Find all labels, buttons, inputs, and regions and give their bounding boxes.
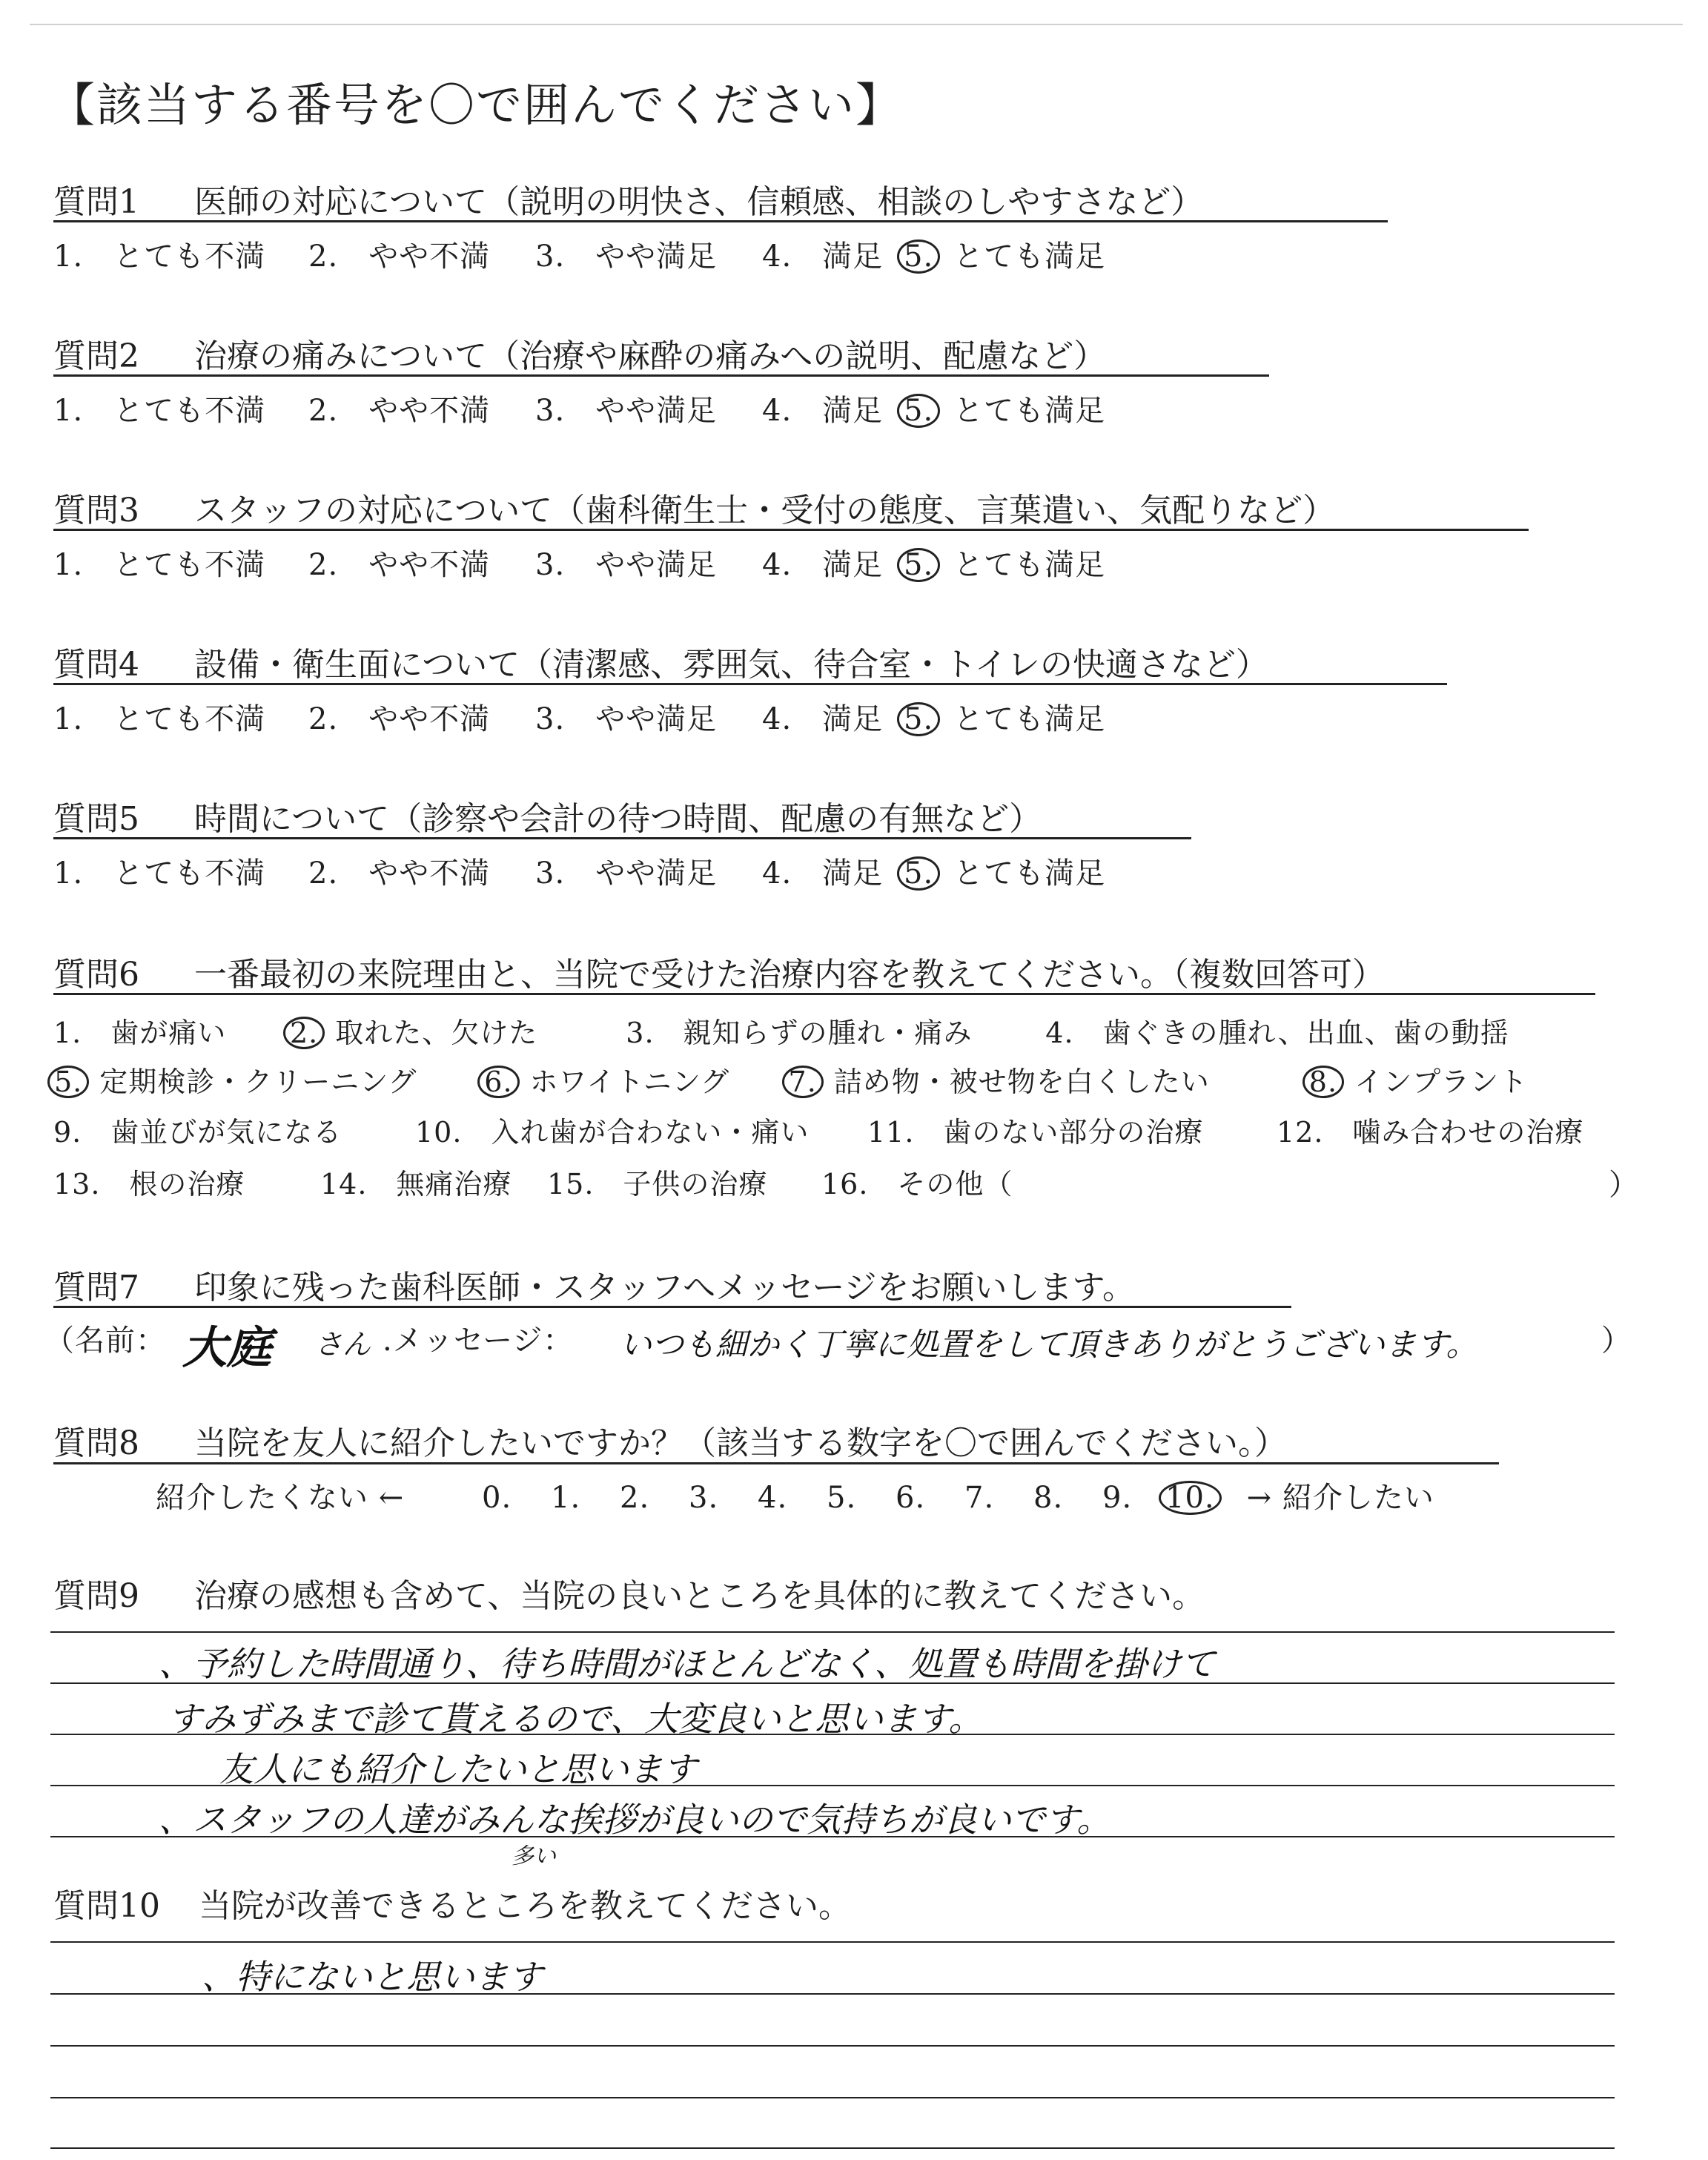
q8-option-1[interactable]: 1.	[551, 1481, 581, 1515]
q6-option-1[interactable]: 1. 歯が痛い	[53, 1017, 227, 1049]
q6-option-5-circled[interactable]: 5.	[47, 1066, 89, 1098]
option-4[interactable]: 4. 満足	[762, 702, 884, 736]
question-number: 質問1	[53, 183, 139, 221]
question-number: 質問6	[53, 956, 139, 994]
answer-line	[50, 2147, 1615, 2149]
q6-option-7-label: 詰め物・被せ物を白くしたい	[833, 1066, 1210, 1098]
q8-scale	[156, 1474, 1434, 1516]
q9-answer-line-3[interactable]: 友人にも紹介したいと思います	[219, 1749, 697, 1789]
q7-name-label: （名前：	[44, 1324, 166, 1358]
rating-options-q5	[53, 850, 1105, 892]
question-2	[53, 329, 1106, 377]
q6-option-5-label: 定期検診・クリーニング	[99, 1066, 417, 1098]
question-underline	[53, 1462, 1499, 1464]
q8-high-label: → 紹介したい	[1246, 1481, 1434, 1515]
option-2[interactable]: 2. やや不満	[308, 394, 491, 428]
q9-answer-line-2[interactable]: すみずみまで診て貰えるので、大変良いと思います。	[168, 1699, 983, 1739]
question-underline	[53, 374, 1269, 377]
option-3[interactable]: 3. やや満足	[535, 702, 718, 736]
question-underline	[53, 529, 1529, 531]
question-3	[53, 483, 1335, 531]
q9-insert-note: 多い	[512, 1843, 556, 1869]
question-text: 当院が改善できるところを教えてください。	[199, 1887, 851, 1925]
option-4[interactable]: 4. 満足	[762, 394, 884, 428]
question-text: 一番最初の来院理由と、当院で受けた治療内容を教えてください。（複数回答可）	[194, 956, 1385, 994]
option-3[interactable]: 3. やや満足	[535, 394, 718, 428]
question-4	[53, 638, 1268, 685]
question-number: 質問2	[53, 337, 139, 375]
q8-option-2[interactable]: 2.	[620, 1481, 650, 1515]
option-1[interactable]: 1. とても不満	[53, 394, 266, 428]
q6-option-12[interactable]: 12. 噛み合わせの治療	[1277, 1116, 1584, 1149]
option-1[interactable]: 1. とても不満	[53, 240, 266, 274]
q7-name-value[interactable]: 大庭	[182, 1322, 271, 1374]
answer-line	[50, 1941, 1615, 1943]
q9-answer-line-4[interactable]: 、スタッフの人達がみんな挨拶が良いので気持ちが良いです。	[159, 1800, 1111, 1840]
q7-honorific: さん	[314, 1328, 371, 1361]
rating-options-q3	[53, 541, 1105, 584]
q6-option-6-label: ホワイトニング	[529, 1066, 730, 1098]
question-number: 質問10	[53, 1887, 160, 1925]
question-number: 質問8	[53, 1424, 139, 1462]
question-10	[53, 1879, 851, 1926]
q6-option-16[interactable]: 16. その他（	[821, 1168, 1013, 1200]
answer-line	[50, 1631, 1615, 1633]
question-underline	[53, 993, 1595, 995]
q8-option-8[interactable]: 8.	[1033, 1481, 1064, 1515]
q7-close-paren: ）	[1601, 1324, 1631, 1358]
q8-option-0[interactable]: 0.	[482, 1481, 512, 1515]
option-1[interactable]: 1. とても不満	[53, 702, 266, 736]
option-2[interactable]: 2. やや不満	[308, 856, 491, 891]
option-4[interactable]: 4. 満足	[762, 856, 884, 891]
question-underline	[53, 837, 1191, 839]
q6-option-6-circled[interactable]: 6.	[477, 1066, 519, 1098]
q6-options-row-4	[53, 1161, 1013, 1202]
q6-option-10[interactable]: 10. 入れ歯が合わない・痛い	[415, 1116, 810, 1149]
q6-option-4[interactable]: 4. 歯ぐきの腫れ、出血、歯の動揺	[1045, 1017, 1509, 1049]
answer-line	[50, 2097, 1615, 2098]
q8-option-6[interactable]: 6.	[896, 1481, 926, 1515]
q6-option-7-circled[interactable]: 7.	[782, 1066, 824, 1098]
question-text: 医師の対応について（説明の明快さ、信頼感、相談のしやすさなど）	[194, 183, 1204, 221]
option-4[interactable]: 4. 満足	[762, 240, 884, 274]
question-underline	[53, 683, 1447, 685]
option-2[interactable]: 2. やや不満	[308, 702, 491, 736]
q6-option-13[interactable]: 13. 根の治療	[53, 1168, 245, 1200]
question-number: 質問3	[53, 492, 139, 529]
question-6	[53, 948, 1385, 995]
q6-option-2-label: 取れた、欠けた	[335, 1017, 538, 1049]
question-text: 当院を友人に紹介したいですか？（該当する数字を〇で囲んでください。）	[194, 1424, 1287, 1462]
option-3[interactable]: 3. やや満足	[535, 240, 718, 274]
question-text: 印象に残った歯科医師・スタッフへメッセージをお願いします。	[194, 1269, 1135, 1307]
q8-option-5[interactable]: 5.	[827, 1481, 857, 1515]
question-1	[53, 175, 1203, 222]
option-3[interactable]: 3. やや満足	[535, 856, 718, 891]
option-5-circled[interactable]: 5.	[897, 856, 940, 891]
q6-option-9[interactable]: 9. 歯並びが気になる	[53, 1116, 342, 1149]
option-4[interactable]: 4. 満足	[762, 548, 884, 582]
q6-option-2-circled[interactable]: 2.	[283, 1017, 325, 1049]
q8-option-7[interactable]: 7.	[964, 1481, 995, 1515]
q6-options-row-1	[53, 1010, 1509, 1051]
question-8	[53, 1416, 1287, 1464]
question-5	[53, 792, 1042, 839]
option-1[interactable]: 1. とても不満	[53, 548, 266, 582]
option-5-circled[interactable]: 5.	[897, 240, 940, 274]
option-5-label: とても満足	[953, 702, 1106, 736]
option-5-label: とても満足	[953, 856, 1106, 891]
option-5-label: とても満足	[953, 394, 1106, 428]
question-number: 質問7	[53, 1269, 139, 1307]
answer-line	[50, 2045, 1615, 2047]
option-3[interactable]: 3. やや満足	[535, 548, 718, 582]
question-text: 時間について（診察や会計の待つ時間、配慮の有無など）	[194, 800, 1042, 838]
question-text: スタッフの対応について（歯科衛生士・受付の態度、言葉遣い、気配りなど）	[194, 492, 1336, 529]
q6-other-close-paren: ）	[1609, 1168, 1638, 1202]
q6-option-8-circled[interactable]: 8.	[1302, 1066, 1344, 1098]
q6-option-15[interactable]: 15. 子供の治療	[547, 1168, 768, 1200]
q7-message-value[interactable]: いつも細かく丁寧に処置をして頂きありがとうございます。	[620, 1327, 1478, 1364]
question-text: 治療の感想も含めて、当院の良いところを具体的に教えてください。	[194, 1577, 1205, 1615]
question-number: 質問5	[53, 800, 139, 838]
option-5-label: とても満足	[953, 548, 1106, 582]
q8-low-label: 紹介したくない ←	[156, 1481, 405, 1515]
question-text: 治療の痛みについて（治療や麻酔の痛みへの説明、配慮など）	[194, 337, 1107, 375]
option-2[interactable]: 2. やや不満	[308, 548, 491, 582]
question-underline	[53, 220, 1388, 222]
option-5-label: とても満足	[953, 240, 1106, 274]
page-title: 【該当する番号を〇で囲んでください】	[49, 78, 904, 132]
q6-option-11[interactable]: 11. 歯のない部分の治療	[867, 1116, 1204, 1149]
q6-option-3[interactable]: 3. 親知らずの腫れ・痛み	[626, 1017, 973, 1049]
q9-answer-line-1[interactable]: 、予約した時間通り、待ち時間がほとんどなく、処置も時間を掛けて	[159, 1644, 1216, 1684]
question-text: 設備・衛生面について（清潔感、雰囲気、待合室・トイレの快適さなど）	[194, 646, 1268, 684]
q6-option-8-label: インプラント	[1354, 1066, 1529, 1098]
option-5-circled[interactable]: 5.	[897, 548, 940, 582]
top-border	[30, 24, 1683, 25]
q8-option-10-circled[interactable]: 10.	[1159, 1481, 1222, 1515]
option-2[interactable]: 2. やや不満	[308, 240, 491, 274]
option-1[interactable]: 1. とても不満	[53, 856, 266, 891]
q8-option-9[interactable]: 9.	[1102, 1481, 1133, 1515]
rating-options-q4	[53, 696, 1105, 738]
question-underline	[53, 1306, 1291, 1308]
option-5-circled[interactable]: 5.	[897, 394, 940, 428]
q10-answer-line-1[interactable]: 、特にないと思います	[202, 1957, 543, 1997]
question-number: 質問4	[53, 646, 139, 684]
question-7	[53, 1261, 1135, 1308]
question-9	[53, 1569, 1205, 1616]
rating-options-q2	[53, 387, 1105, 429]
option-5-circled[interactable]: 5.	[897, 702, 940, 736]
q8-option-4[interactable]: 4.	[758, 1481, 788, 1515]
q8-option-3[interactable]: 3.	[689, 1481, 719, 1515]
q6-option-14[interactable]: 14. 無痛治療	[320, 1168, 512, 1200]
q6-options-row-3	[53, 1109, 1583, 1150]
q6-options-row-2	[47, 1059, 1528, 1100]
rating-options-q1	[53, 233, 1105, 275]
q7-message-label: .メッセージ：	[383, 1324, 574, 1358]
question-number: 質問9	[53, 1577, 139, 1615]
